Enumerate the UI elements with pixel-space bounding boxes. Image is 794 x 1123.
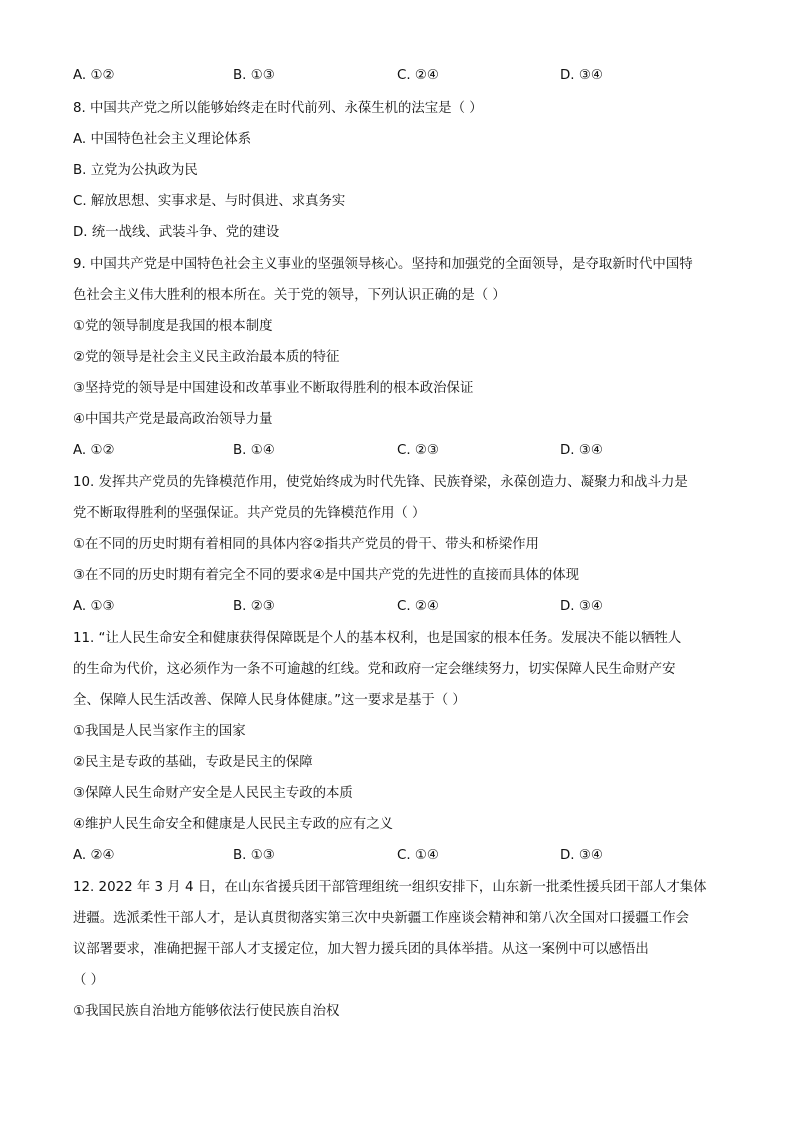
q12-stem-line1: 12. 2022 年 3 月 4 日，在山东省援兵团干部管理组统一组织安排下，山东新一批柔性援兵团干部人才集体 bbox=[73, 880, 707, 895]
q12-stem-line3: 议部署要求，准确把握干部人才支援定位，加大智力援兵团的具体举措。从这一案例中可以感悟出 bbox=[73, 942, 649, 957]
q8-stem: 8. 中国共产党之所以能够始终走在时代前列、永葆生机的法宝是（ ） bbox=[73, 101, 483, 116]
option-c: C. ②④ bbox=[397, 599, 439, 614]
q10-statements-3-4: ③在不同的历史时期有着完全不同的要求④是中国共产党的先进性的直接而具体的体现 bbox=[73, 568, 580, 583]
q11-options bbox=[73, 847, 733, 865]
q11-statement-2: ②民主是专政的基础，专政是民主的保障 bbox=[73, 755, 313, 770]
q11-statement-4: ④维护人民生命安全和健康是人民民主专政的应有之义 bbox=[73, 817, 393, 832]
q9-statement-4: ④中国共产党是最高政治领导力量 bbox=[73, 412, 273, 427]
q9-statement-3: ③坚持党的领导是中国建设和改革事业不断取得胜利的根本政治保证 bbox=[73, 381, 474, 396]
option-b: B. ①③ bbox=[233, 848, 275, 863]
q10-stem-line2: 党不断取得胜利的坚强保证。共产党员的先锋模范作用（ ） bbox=[73, 506, 426, 521]
q10-statements-1-2: ①在不同的历史时期有着相同的具体内容②指共产党员的骨干、带头和桥梁作用 bbox=[73, 537, 539, 552]
option-b: B. ①③ bbox=[233, 68, 275, 83]
option-a: A. ①② bbox=[73, 443, 115, 458]
q11-stem-line3: 全、保障人民生活改善、保障人民身体健康。”这一要求是基于（ ） bbox=[73, 693, 466, 708]
q11-stem-line2: 的生命为代价，这必须作为一条不可逾越的红线。党和政府一定会继续努力，切实保障人民生命财产安 bbox=[73, 662, 676, 677]
option-c: C. ②③ bbox=[397, 443, 439, 458]
option-a: A. ②④ bbox=[73, 848, 115, 863]
q11-statement-1: ①我国是人民当家作主的国家 bbox=[73, 724, 246, 739]
option-d: D. ③④ bbox=[560, 443, 603, 458]
option-d: D. ③④ bbox=[560, 599, 603, 614]
q9-stem-line1: 9. 中国共产党是中国特色社会主义事业的坚强领导核心。坚持和加强党的全面领导，是夺取新时代中国特 bbox=[73, 257, 693, 272]
q9-options bbox=[73, 442, 733, 460]
option-a: A. ①② bbox=[73, 68, 115, 83]
q9-statement-2: ②党的领导是社会主义民主政治最本质的特征 bbox=[73, 350, 340, 365]
option-d: D. ③④ bbox=[560, 68, 603, 83]
q10-stem-line1: 10. 发挥共产党员的先锋模范作用，使党始终成为时代先锋、民族脊梁，永葆创造力、凝聚力和战斗力是 bbox=[73, 475, 688, 490]
q8-option-b: B. 立党为公执政为民 bbox=[73, 163, 198, 178]
option-c: C. ②④ bbox=[397, 68, 439, 83]
q7-options bbox=[73, 67, 733, 85]
option-b: B. ②③ bbox=[233, 599, 275, 614]
q11-statement-3: ③保障人民生命财产安全是人民民主专政的本质 bbox=[73, 786, 353, 801]
q8-option-a: A. 中国特色社会主义理论体系 bbox=[73, 132, 252, 147]
option-d: D. ③④ bbox=[560, 848, 603, 863]
q12-answer-blank: （ ） bbox=[73, 973, 105, 988]
q8-option-c: C. 解放思想、实事求是、与时俱进、求真务实 bbox=[73, 194, 346, 209]
option-a: A. ①③ bbox=[73, 599, 115, 614]
q9-stem-line2: 色社会主义伟大胜利的根本所在。关于党的领导，下列认识正确的是（ ） bbox=[73, 288, 506, 303]
q12-statement-1: ①我国民族自治地方能够依法行使民族自治权 bbox=[73, 1004, 340, 1019]
q10-options bbox=[73, 598, 733, 616]
q8-option-d: D. 统一战线、武装斗争、党的建设 bbox=[73, 225, 280, 240]
q11-stem-line1: 11. “让人民生命安全和健康获得保障既是个人的基本权利，也是国家的根本任务。发展决不能以牺牲人 bbox=[73, 631, 682, 646]
q9-statement-1: ①党的领导制度是我国的根本制度 bbox=[73, 319, 273, 334]
q12-stem-line2: 进疆。选派柔性干部人才，是认真贯彻落实第三次中央新疆工作座谈会精神和第八次全国对口援疆工作会 bbox=[73, 911, 689, 926]
option-b: B. ①④ bbox=[233, 443, 275, 458]
option-c: C. ①④ bbox=[397, 848, 439, 863]
